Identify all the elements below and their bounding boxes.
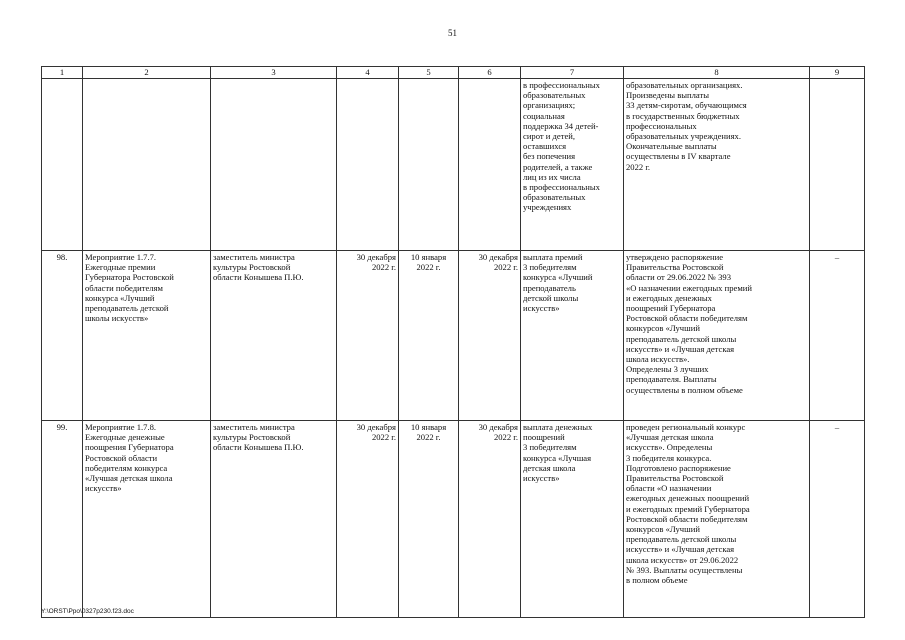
col-header: 7 <box>521 67 624 79</box>
row-number: 99. <box>42 421 83 618</box>
col-header: 4 <box>337 67 399 79</box>
actual-result: утверждено распоряжение Правительства Ростовской области от 29.06.2022 № 393 «О назначении ежегодных премий и ежегодных денежных поощрений Губернатора Ростовской области победителям конкурсов «Лучший преподаватель детской школы искусств» и «Лучшая детская школа искусств». Определены 3 лучших преподавателя. Выплаты осуществлены в полном объеме <box>624 251 810 421</box>
col-header: 8 <box>624 67 810 79</box>
col-header: 5 <box>399 67 459 79</box>
row-number <box>42 79 83 251</box>
planned-result: в профессиональных образовательных организациях; социальная поддержка 34 детей- сирот и детей, оставшихся без попечения родителей, а также лиц из их числа в профессиональных образовательных учреждениях <box>521 79 624 251</box>
activity-name: Мероприятие 1.7.8. Ежегодные денежные поощрения Губернатора Ростовской области победителям конкурса «Лучшая детская школа искусств» <box>83 421 211 618</box>
actual-start: 10 января 2022 г. <box>399 251 459 421</box>
col-header: 9 <box>810 67 865 79</box>
planned-result: выплата премий 3 победителям конкурса «Лучший преподаватель детской школы искусств» <box>521 251 624 421</box>
actual-result: образовательных организациях. Произведены выплаты 33 детям-сиротам, обучающимся в государственных бюджетных профессиональных образовательных учреждениях. Окончательные выплаты осуществлены в IV квартале 2022 г. <box>624 79 810 251</box>
activity-name <box>83 79 211 251</box>
col-header: 2 <box>83 67 211 79</box>
actual-result: проведен региональный конкурс «Лучшая детская школа искусств». Определены 3 победителя конкурса. Подготовлено распоряжение Правительства Ростовской области «О назначении ежегодных денежных поощрений и ежегодных премий Губернатора Ростовской области победителям конкурсов «Лучший преподаватель детской школы искусств» и «Лучшая детская школа искусств» от 29.06.2022 № 393. Выплаты осуществлены в полном объеме <box>624 421 810 618</box>
planned-date <box>337 79 399 251</box>
file-path-footer: Y:\ORST\Ppo\0327p230.f23.doc <box>41 608 134 615</box>
column-number-row <box>42 67 865 79</box>
planned-date: 30 декабря 2022 г. <box>337 421 399 618</box>
row-number: 98. <box>42 251 83 421</box>
notes: – <box>810 421 865 618</box>
activity-name: Мероприятие 1.7.7. Ежегодные премии Губернатора Ростовской области победителям конкурса «Лучший преподаватель детской школы искусств» <box>83 251 211 421</box>
planned-date: 30 декабря 2022 г. <box>337 251 399 421</box>
actual-end <box>459 79 521 251</box>
responsible: заместитель министра культуры Ростовской области Конышева П.Ю. <box>211 421 337 618</box>
report-table <box>41 66 865 618</box>
actual-start <box>399 79 459 251</box>
table-row <box>42 421 865 618</box>
page-number: 51 <box>448 28 457 38</box>
table-row <box>42 79 865 251</box>
col-header: 6 <box>459 67 521 79</box>
planned-result: выплата денежных поощрений 3 победителям конкурса «Лучшая детская школа искусств» <box>521 421 624 618</box>
responsible: заместитель министра культуры Ростовской области Конышева П.Ю. <box>211 251 337 421</box>
responsible <box>211 79 337 251</box>
table-row <box>42 251 865 421</box>
actual-start: 10 января 2022 г. <box>399 421 459 618</box>
actual-end: 30 декабря 2022 г. <box>459 421 521 618</box>
actual-end: 30 декабря 2022 г. <box>459 251 521 421</box>
col-header: 1 <box>42 67 83 79</box>
notes: – <box>810 251 865 421</box>
notes <box>810 79 865 251</box>
col-header: 3 <box>211 67 337 79</box>
